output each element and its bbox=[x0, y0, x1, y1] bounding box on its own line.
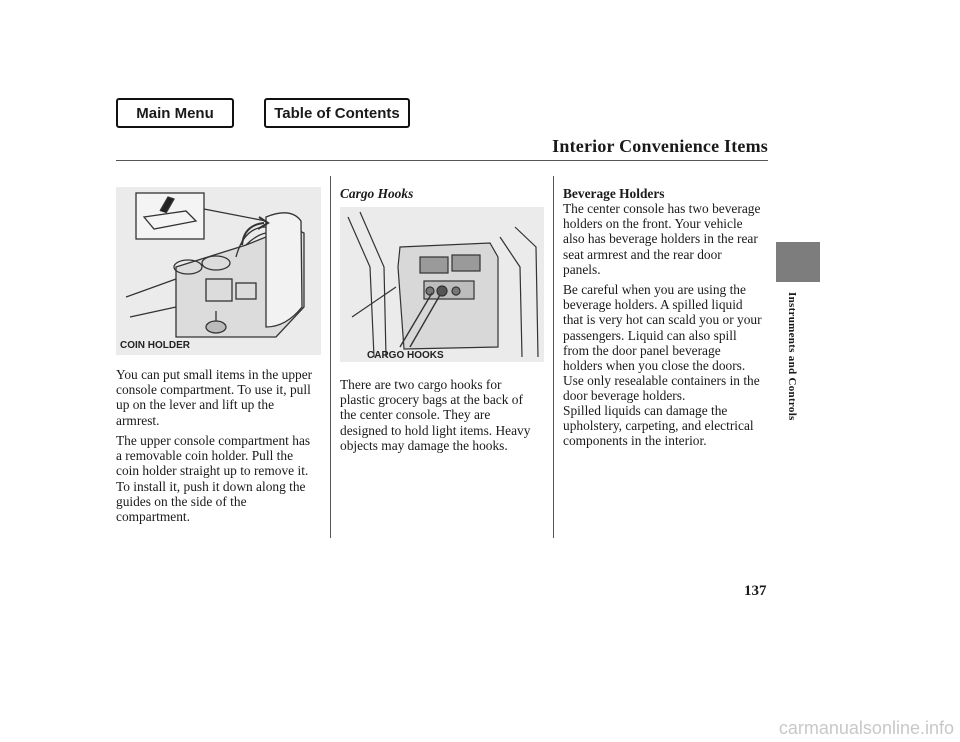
column-divider-left bbox=[330, 176, 331, 538]
right-paragraph-1: The center console has two beverage holders on the front. Your vehicle also has beverage holders in the rear seat armrest and the rear door panels. bbox=[563, 201, 761, 277]
footer-watermark: carmanualsonline.info bbox=[778, 718, 954, 738]
main-menu-button[interactable]: Main Menu bbox=[116, 98, 234, 128]
header-rule bbox=[116, 160, 768, 161]
coin-holder-caption: COIN HOLDER bbox=[120, 340, 190, 351]
section-side-label-text: Instruments and Controls bbox=[786, 292, 798, 421]
cargo-hooks-heading: Cargo Hooks bbox=[340, 186, 414, 201]
left-paragraph-1: You can put small items in the upper console compartment. To use it, pull up on the lever and lift up the armrest. bbox=[116, 367, 313, 428]
section-tab-marker bbox=[776, 242, 820, 282]
beverage-holders-heading: Beverage Holders bbox=[563, 186, 665, 201]
cargo-hooks-caption: CARGO HOOKS bbox=[367, 350, 444, 361]
cargo-hooks-illustration bbox=[340, 207, 544, 362]
coin-holder-figure bbox=[116, 187, 321, 355]
page-title: Interior Convenience Items bbox=[552, 136, 768, 156]
middle-paragraph-1: There are two cargo hooks for plastic grocery bags at the back of the center console. They are designed to hold light items. Heavy objects may damage the hooks. bbox=[340, 377, 531, 453]
table-of-contents-button[interactable]: Table of Contents bbox=[264, 98, 410, 128]
right-paragraph-3: Spilled liquids can damage the upholstery, carpeting, and electrical components in the interior. bbox=[563, 403, 754, 449]
column-divider-right bbox=[553, 176, 554, 538]
cargo-hooks-figure bbox=[340, 207, 544, 362]
left-paragraph-2: The upper console compartment has a removable coin holder. Pull the coin holder straight up to remove it. To install it, push it down along the guides on the side of the compartment. bbox=[116, 433, 311, 525]
section-side-label bbox=[786, 292, 800, 482]
coin-holder-illustration bbox=[116, 187, 321, 355]
page-number: 137 bbox=[744, 583, 767, 599]
right-paragraph-2: Be careful when you are using the beverage holders. A spilled liquid that is very hot can scald you or your passengers. Liquid can also spill from the door panel beverage holders when you close the doors. Use only resealable containers in the door beverage holders. bbox=[563, 282, 762, 404]
